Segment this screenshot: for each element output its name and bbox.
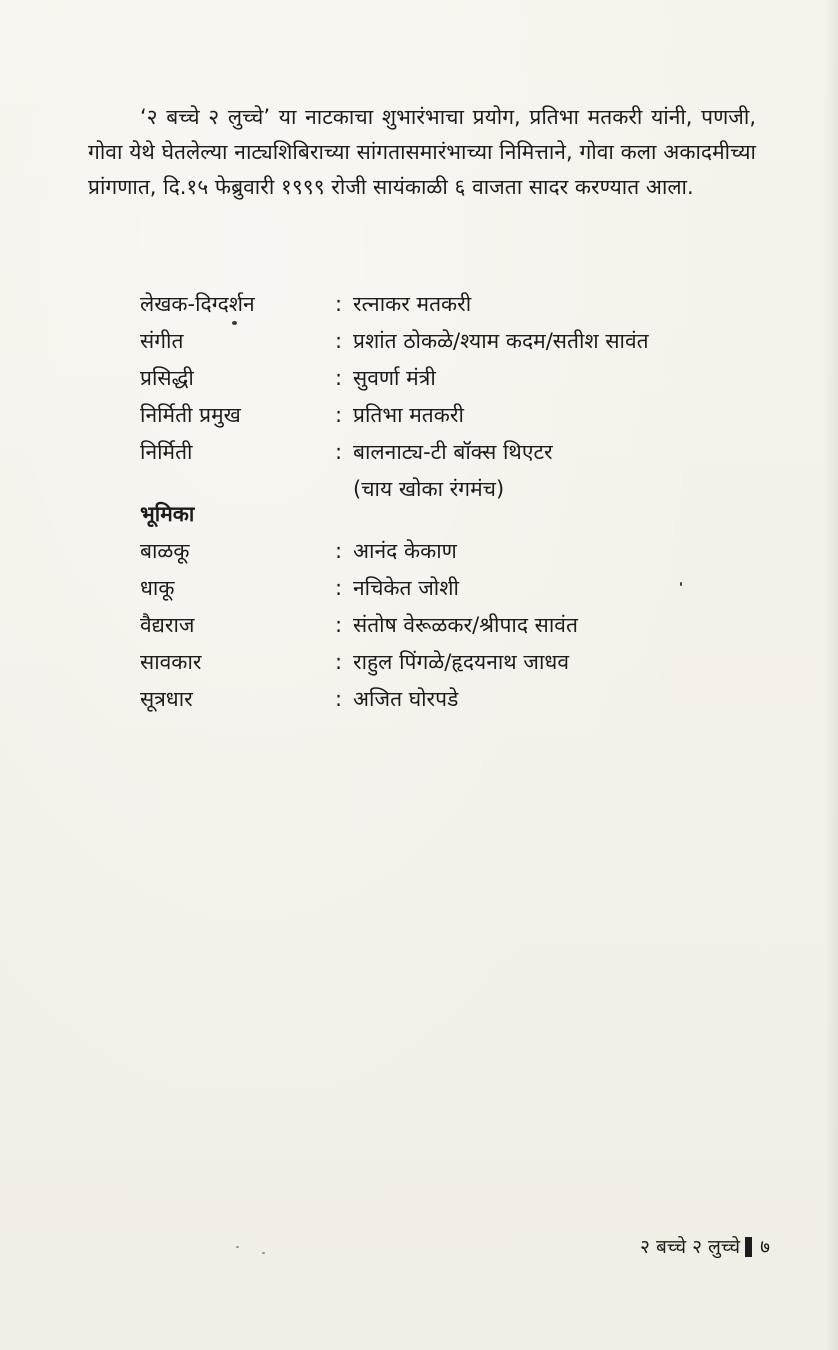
credit-row [140,286,740,323]
credit-name-continuation: (चाय खोका रंगमंच) [353,477,505,501]
credit-separator: : [335,440,343,464]
credit-separator: : [335,403,343,427]
cast-separator: : [335,650,343,674]
credit-role: लेखक-दिग्दर्शन [140,292,255,316]
cast-row [140,681,740,718]
cast-row [140,570,740,607]
cast-row [140,607,740,644]
cast-heading: भूमिका [140,502,195,526]
credit-separator: : [335,292,343,316]
cast-list [140,533,740,718]
cast-separator: : [335,576,343,600]
ink-speck [236,1246,239,1248]
ink-speck [680,582,682,586]
cast-role: बाळकू [140,539,190,563]
page-edge-shadow [824,0,838,1350]
credits-list [140,286,740,508]
cast-name: अजित घोरपडे [353,687,459,711]
credit-role: निर्मिती [140,440,193,464]
cast-role: धाकू [140,576,175,600]
cast-name: राहुल पिंगळे/हृदयनाथ जाधव [353,650,569,674]
intro-paragraph: ‘२ बच्चे २ लुच्चे’ या नाटकाचा शुभारंभाचा प्रयोग, प्रतिभा मतकरी यांनी, पणजी, गोवा येथे घेतलेल्या नाट्यशिबिराच्या सांगतासमारंभाच्या निमित्ताने, गोवा कला अकादमीच्या प्रांगणात, दि.१५ फेब्रुवारी १९९९ रोजी सायंकाळी ६ वाजता सादर करण्यात आला. [88,105,756,199]
credit-role: संगीत [140,329,184,353]
ink-speck [262,1252,265,1254]
page-number: ७ [760,1236,770,1258]
cast-row [140,644,740,681]
credit-row [140,360,740,397]
cast-separator: : [335,687,343,711]
cast-role: वैद्यराज [140,613,195,637]
footer-book-title: २ बच्चे २ लुच्चे [640,1236,741,1258]
cast-separator: : [335,613,343,637]
ink-speck [232,321,237,325]
credit-name: प्रतिभा मतकरी [353,403,464,427]
page-footer [540,1232,770,1262]
cast-role: सूत्रधार [140,687,193,711]
credit-row [140,323,740,360]
credit-role: प्रसिद्धी [140,366,194,390]
cast-role: सावकार [140,650,202,674]
credit-row [140,434,740,471]
cast-separator: : [335,539,343,563]
cast-name: संतोष वेरूळकर/श्रीपाद सावंत [353,613,578,637]
credit-separator: : [335,329,343,353]
credit-name: प्रशांत ठोकळे/श्याम कदम/सतीश सावंत [353,329,649,353]
cast-name: नचिकेत जोशी [353,576,459,600]
credit-name: बालनाट्य-टी बॉक्स थिएटर [353,440,553,464]
footer-block-marker [745,1237,752,1257]
credit-name: सुवर्णा मंत्री [353,366,436,390]
credit-role: निर्मिती प्रमुख [140,403,241,427]
credit-row-continuation [140,471,740,508]
cast-name: आनंद केकाण [353,539,457,563]
credit-separator: : [335,366,343,390]
credit-row [140,397,740,434]
credit-name: रत्नाकर मतकरी [353,292,472,316]
cast-row [140,533,740,570]
